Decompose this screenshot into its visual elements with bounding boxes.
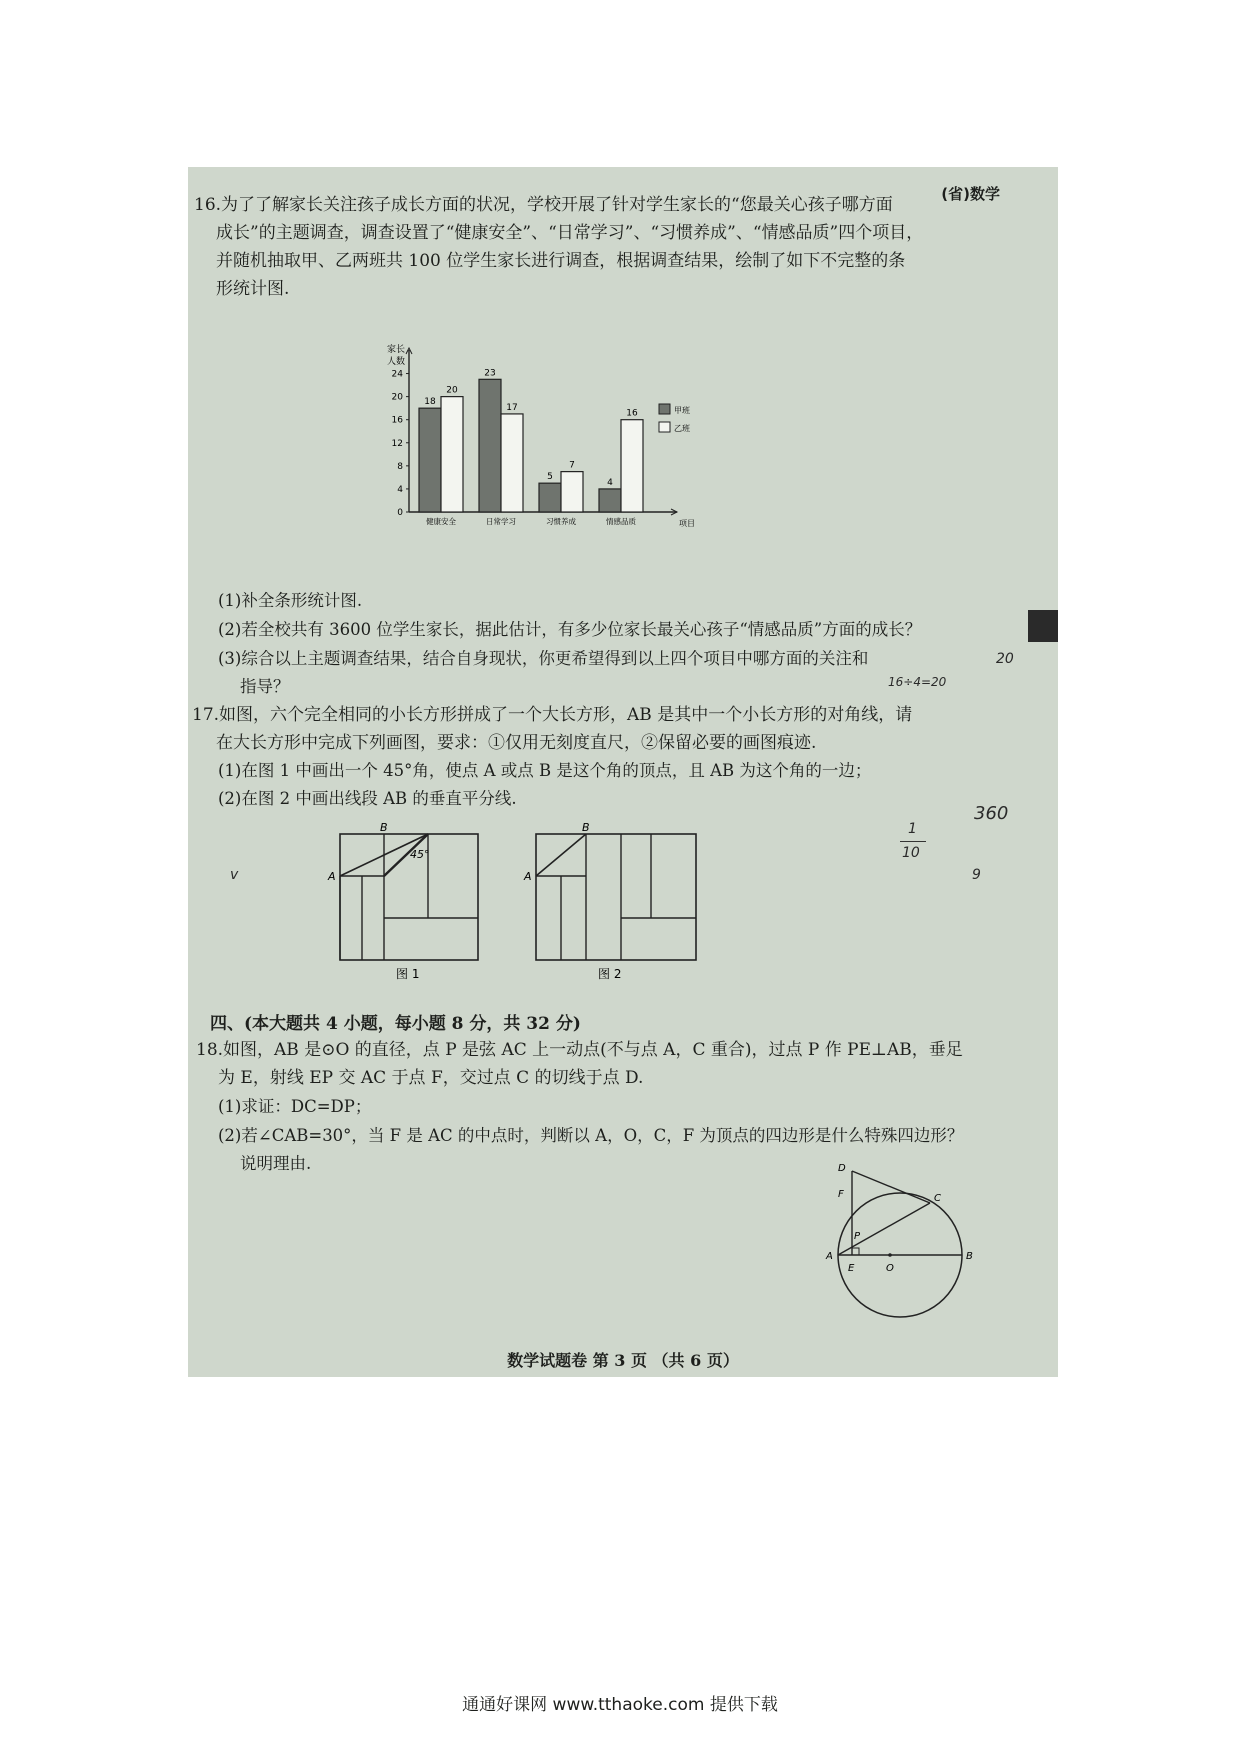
legend-label: 甲班 [674,406,690,415]
bar-yi [561,472,583,512]
bar-data-label: 20 [446,385,458,396]
q16-sub-1: (1)补全条形统计图. [218,591,363,610]
chart-ylabel-1: 家长 [387,345,406,355]
q17-sub-1: (1)在图 1 中画出一个 45°角，使点 A 或点 B 是这个角的顶点，且 AB 为这个角的一边； [218,761,872,780]
label-a: A [826,1251,833,1262]
bar-data-label: 16 [626,408,638,419]
bar-chart [383,342,718,537]
q16-line-1: 16.为了了解家长关注孩子成长方面的状况，学校开展了针对学生家长的“您最关心孩子哪方面 [194,195,893,215]
q17-line-2: 在大长方形中完成下列画图，要求：①仅用无刻度直尺，②保留必要的画图痕迹. [216,733,817,753]
handwriting-calc: 16÷4=20 [888,675,947,689]
bar-jia [599,489,621,512]
tangent-dc [852,1171,930,1203]
exam-photo [188,167,1058,1377]
bar-yi [621,420,643,512]
q18-sub-1: (1)求证：DC=DP； [218,1097,372,1116]
fig2-diagonal-ab [536,834,586,876]
legend-swatch [659,404,670,414]
page-edge-tab [1028,610,1058,642]
bar-data-label: 4 [607,477,613,488]
fig1-caption: 图 1 [396,967,420,981]
label-c: C [934,1193,941,1204]
bar-data-label: 7 [569,460,575,471]
q16-line-2: 成长”的主题调查，调查设置了“健康安全”、“日常学习”、“习惯养成”、“情感品质”四个项目， [216,223,924,243]
bar-data-label: 5 [547,472,553,483]
handwriting-360: 360 [974,803,1009,824]
q17-sub-2: (2)在图 2 中画出线段 AB 的垂直平分线. [218,789,517,808]
right-angle-mark [852,1248,859,1255]
bar-yi [441,397,463,512]
x-tick-label: 习惯养成 [546,517,576,526]
center-o [888,1253,892,1257]
paper-header: (省)数学 [941,185,1000,203]
label-d: D [838,1163,846,1174]
y-tick-label: 20 [391,392,403,403]
q16-line-4: 形统计图. [216,279,290,299]
bar-jia [419,408,441,512]
bar-jia [479,379,501,512]
fig2-label-b: B [582,822,590,834]
fig1-label-a: A [328,870,336,883]
fig1-label-b: B [380,822,388,834]
chart-ylabel-2: 人数 [387,357,406,367]
label-p: P [854,1231,861,1242]
handwriting-frac-num: 1 [908,821,917,837]
handwriting-9: 9 [972,867,981,883]
legend-swatch [659,422,670,432]
q18-line-2: 为 E，射线 EP 交 AC 于点 F，交过点 C 的切线于点 D. [218,1068,644,1088]
x-tick-label: 日常学习 [486,517,516,526]
q16-sub-3b: 指导？ [240,677,290,696]
bar-data-label: 17 [506,402,518,413]
circle-figure [818,1157,978,1327]
x-tick-label: 健康安全 [426,517,456,526]
handwriting-frac-den: 10 [902,845,920,861]
label-o: O [886,1263,894,1274]
bar-yi [501,414,523,512]
y-tick-label: 4 [397,484,403,495]
photo-page-footer: 数学试题卷 第 3 页 （共 6 页） [507,1351,739,1370]
y-tick-label: 24 [391,369,403,380]
y-tick-label: 0 [397,508,403,518]
q17-line-1: 17.如图，六个完全相同的小长方形拼成了一个大长方形，AB 是其中一个小长方形的对角线，请 [192,705,913,725]
q16-sub-2: (2)若全校共有 3600 位学生家长，据此估计，有多少位家长最关心孩子“情感品质”方面的成长？ [218,620,922,639]
bar-jia [539,483,561,512]
figure-2 [506,822,706,982]
q18-sub-2: (2)若∠CAB=30°，当 F 是 AC 的中点时，判断以 A，O，C，F 为顶点的四边形是什么特殊四边形？ [218,1126,964,1145]
fig2-outer-rect [536,834,696,960]
fig1-angle-note: 45° [410,848,430,861]
page-footer: 通通好课网 www.tthaoke.com 提供下载 [462,1695,778,1715]
label-b: B [966,1251,973,1262]
label-e: E [848,1263,855,1274]
handwriting-frac-bar [900,841,926,842]
q18-sub-2b: 说明理由. [240,1154,312,1173]
q16-sub-3a: (3)综合以上主题调查结果，结合自身现状，你更希望得到以上四个项目中哪方面的关注和 [218,649,869,668]
y-tick-label: 12 [391,438,403,449]
fig2-label-a: A [524,870,532,883]
bar-data-label: 23 [484,368,496,379]
figure-1 [298,822,498,982]
q16-line-3: 并随机抽取甲、乙两班共 100 位学生家长进行调查，根据调查结果，绘制了如下不完整的条 [216,251,906,271]
q18-line-1: 18.如图，AB 是⊙O 的直径，点 P 是弦 AC 上一动点(不与点 A，C 重合)，过点 P 作 PE⊥AB，垂足 [196,1040,963,1060]
label-f: F [838,1189,844,1200]
handwriting-20: 20 [996,651,1014,667]
section-4-heading: 四、(本大题共 4 小题，每小题 8 分，共 32 分) [210,1014,581,1034]
x-tick-label: 情感品质 [606,517,636,526]
y-tick-label: 8 [397,461,403,472]
fig2-caption: 图 2 [598,967,622,981]
y-tick-label: 16 [391,415,403,426]
handwriting-v: v [230,867,239,883]
bar-data-label: 18 [424,397,436,408]
legend-label: 乙班 [674,424,690,433]
x-axis-label: 项目 [679,519,695,528]
